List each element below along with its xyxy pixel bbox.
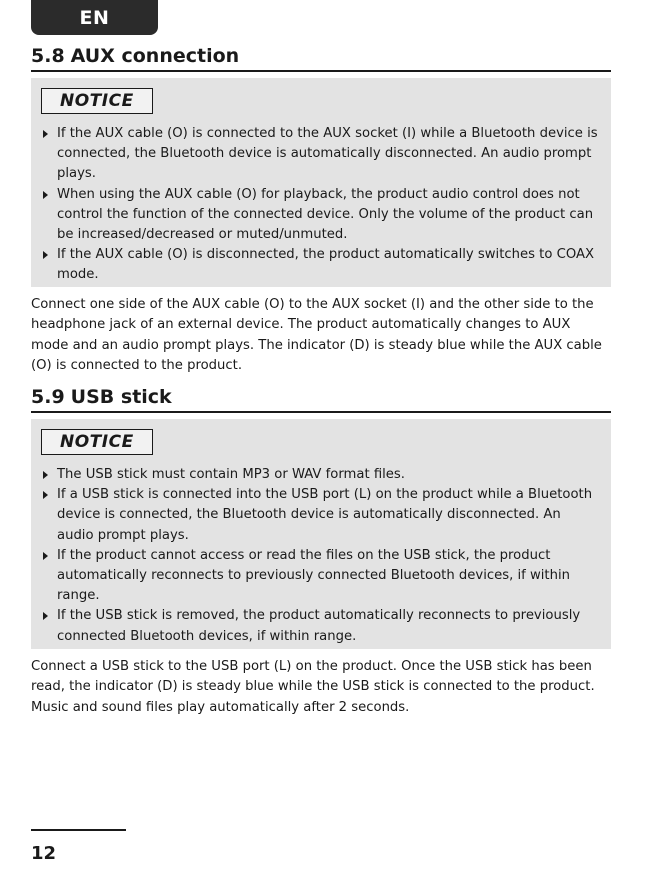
section-number: 5.8	[31, 45, 65, 67]
body-paragraph-usb: Connect a USB stick to the USB port (L) on the product. Once the USB stick has been read, the indicator (D) is steady blue while the USB stick is connected to the product. Music and sound files play automatically after 2 seconds.	[31, 659, 595, 715]
section-title-text: USB stick	[70, 386, 172, 408]
notice-box-usb	[31, 419, 611, 649]
bullet-icon	[43, 191, 48, 199]
list-item: When using the AUX cable (O) for playback, the product audio control does not control the function of the connected device. Only the volume of the product can be increased/decreased or muted/unmuted.	[43, 185, 599, 246]
page-number: 12	[31, 843, 57, 864]
bullet-icon	[43, 251, 48, 259]
notice-label: NOTICE	[41, 429, 153, 455]
list-item: If a USB stick is connected into the USB port (L) on the product while a Bluetooth device is connected, the Bluetooth device is automatically disconnected. An audio prompt plays.	[43, 485, 599, 546]
notice-label: NOTICE	[41, 88, 153, 114]
notice-list	[43, 465, 599, 647]
bullet-icon	[43, 491, 48, 499]
list-item: If the USB stick is removed, the product automatically reconnects to previously connected Bluetooth devices, if within range.	[43, 606, 599, 646]
footer-divider	[31, 829, 126, 831]
notice-box-aux	[31, 78, 611, 287]
section-title-aux	[31, 44, 611, 72]
list-item: If the AUX cable (O) is connected to the AUX socket (I) while a Bluetooth device is connected, the Bluetooth device is automatically disconnected. An audio prompt plays.	[43, 124, 599, 185]
bullet-icon	[43, 130, 48, 138]
list-item: If the product cannot access or read the files on the USB stick, the product automatically reconnects to previously connected Bluetooth devices, if within range.	[43, 546, 599, 607]
section-title-usb	[31, 385, 611, 413]
notice-list	[43, 124, 599, 286]
section-title-text: AUX connection	[70, 45, 240, 67]
bullet-icon	[43, 471, 48, 479]
section-number: 5.9	[31, 386, 65, 408]
body-paragraph-aux: Connect one side of the AUX cable (O) to the AUX socket (I) and the other side to the headphone jack of an external device. The product automatically changes to AUX mode and an audio prompt plays. The indicator (D) is steady blue while the AUX cable (O) is connected to the product.	[31, 297, 602, 374]
list-item: If the AUX cable (O) is disconnected, the product automatically switches to COAX mode.	[43, 245, 599, 285]
bullet-icon	[43, 552, 48, 560]
language-tab: EN	[31, 0, 158, 35]
list-item: The USB stick must contain MP3 or WAV format files.	[43, 465, 599, 485]
bullet-icon	[43, 612, 48, 620]
